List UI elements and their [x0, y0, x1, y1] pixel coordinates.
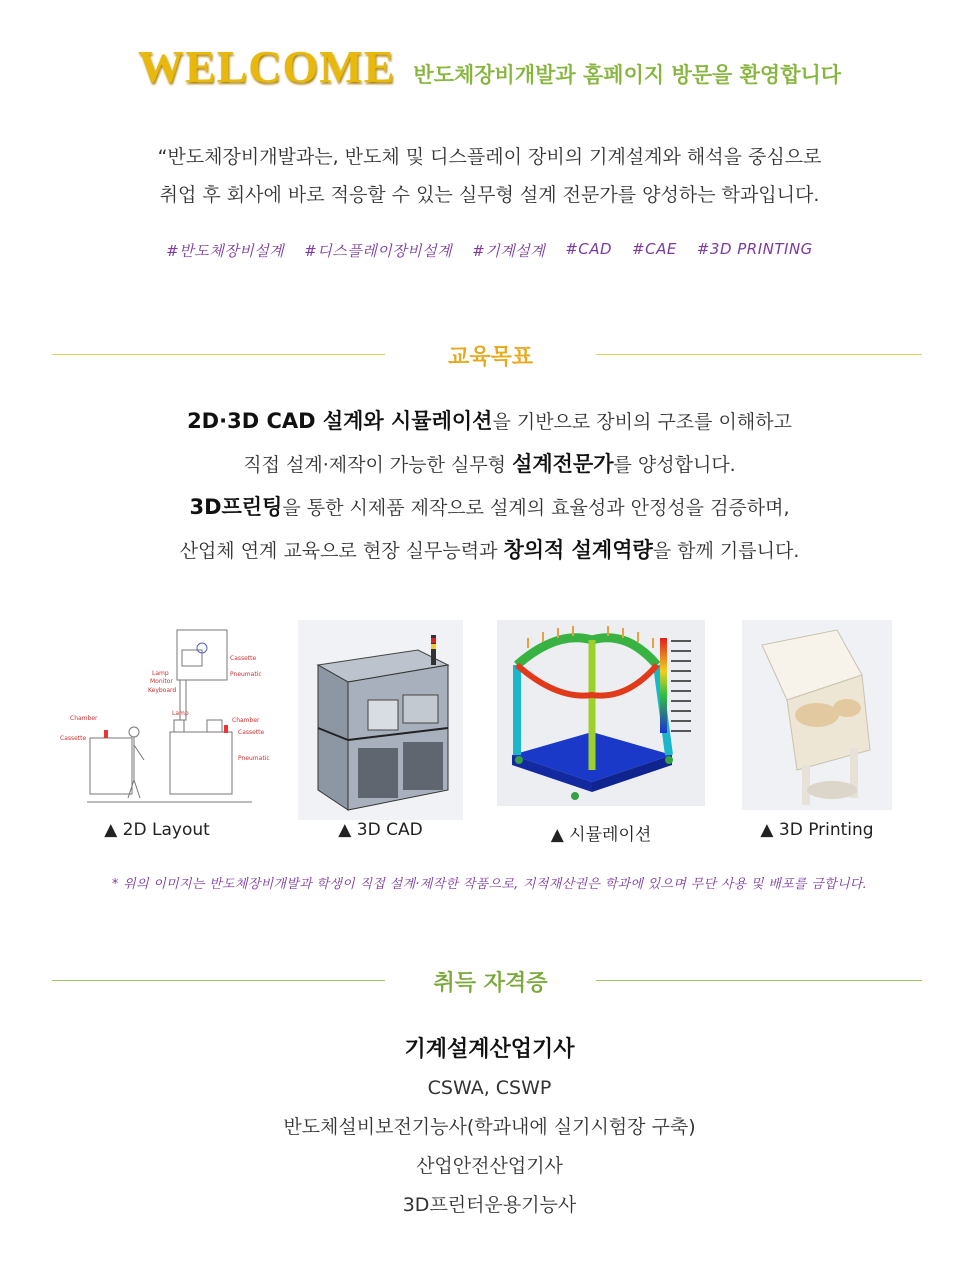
- intro-line-2: 취업 후 회사에 바로 적응할 수 있는 실무형 설계 전문가를 양성하는 학과입니다.: [159, 184, 820, 206]
- project-gallery: [52, 620, 922, 850]
- cad-model-image: [298, 620, 463, 820]
- welcome-subtitle: 반도체장비개발과 홈페이지 방문을 환영합니다: [413, 63, 842, 87]
- cert-item: 기계설계산업기사: [404, 1037, 575, 1062]
- caption-2d-layout: ▲ 2D Layout: [104, 820, 210, 840]
- caption-3d-cad: ▲ 3D CAD: [338, 820, 423, 840]
- layout-drawing-image: [52, 620, 270, 810]
- svg-text:Chamber: Chamber: [232, 717, 260, 724]
- svg-text:Cassette: Cassette: [60, 735, 87, 742]
- goal-emphasis: 3D프린팅: [189, 495, 283, 519]
- goal-line-3: [0, 486, 979, 529]
- svg-text:Chamber: Chamber: [70, 715, 98, 722]
- cert-item: 3D프린터운용기능사: [402, 1194, 577, 1216]
- svg-text:Pneumatic: Pneumatic: [238, 755, 270, 762]
- goals-title: 교육목표: [447, 345, 533, 370]
- cert-item: 반도체설비보전기능사(학과내에 실기시험장 구축): [283, 1116, 696, 1138]
- divider-line: [596, 980, 922, 981]
- intro-line-1: “반도체장비개발과는, 반도체 및 디스플레이 장비의 기계설계와 해석을 중심으로: [157, 146, 822, 168]
- goal-text-span: 를 양성합니다.: [613, 454, 736, 476]
- hashtag: #3D PRINTING: [696, 240, 813, 258]
- intro-text: [0, 138, 979, 214]
- cert-item: CSWA, CSWP: [427, 1077, 552, 1099]
- svg-text:Cassette: Cassette: [230, 655, 257, 662]
- certs-section-header: [52, 966, 922, 996]
- caption-simulation: ▲ 시뮬레이션: [550, 825, 652, 845]
- caption-3d-printing: ▲ 3D Printing: [760, 820, 874, 840]
- hashtag: #CAD: [565, 240, 613, 258]
- goal-line-2: [0, 443, 979, 486]
- svg-text:Lamp: Lamp: [152, 670, 169, 677]
- divider-line: [596, 354, 922, 355]
- goal-emphasis: 설계전문가: [512, 452, 614, 476]
- divider-line: [52, 354, 385, 355]
- goal-emphasis: 창의적 설계역량: [503, 538, 653, 562]
- svg-text:Lamp: Lamp: [172, 710, 189, 717]
- goal-emphasis: 2D·3D CAD 설계와 시뮬레이션: [187, 409, 493, 433]
- svg-text:Keyboard: Keyboard: [148, 687, 177, 694]
- svg-text:Pneumatic: Pneumatic: [230, 671, 262, 678]
- cert-item: 산업안전산업기사: [416, 1155, 563, 1177]
- hashtag: #기계설계: [472, 242, 546, 260]
- goals-text: [0, 400, 979, 572]
- divider-line: [52, 980, 385, 981]
- certs-title: 취득 자격증: [433, 971, 548, 996]
- hashtag: #CAE: [632, 240, 677, 258]
- hashtag: #반도체장비설계: [166, 242, 285, 260]
- hashtag-list: [0, 240, 979, 261]
- cert-list: [0, 1030, 979, 1225]
- welcome-title: WELCOME: [137, 41, 396, 92]
- goal-text-span: 을 함께 기릅니다.: [652, 540, 800, 562]
- svg-text:Cassette: Cassette: [238, 729, 265, 736]
- printed-model-image: [742, 620, 892, 810]
- svg-text:Monitor: Monitor: [150, 678, 173, 685]
- goal-text-span: 을 기반으로 장비의 구조를 이해하고: [492, 411, 792, 433]
- welcome-header: [0, 40, 979, 93]
- goals-section-header: [52, 340, 922, 370]
- goal-text-span: 산업체 연계 교육으로 현장 실무능력과: [179, 540, 504, 562]
- goal-text-span: 직접 설계·제작이 가능한 실무형: [243, 454, 513, 476]
- goal-line-4: [0, 529, 979, 572]
- goal-text-span: 을 통한 시제품 제작으로 설계의 효율성과 안정성을 검증하며,: [282, 497, 790, 519]
- copyright-notice: * 위의 이미지는 반도체장비개발과 학생이 직접 설계·제작한 작품으로, 지적재산권은 학과에 있으며 무단 사용 및 배포를 금합니다.: [111, 877, 868, 892]
- simulation-image: [497, 620, 705, 806]
- hashtag: #디스플레이장비설계: [304, 242, 453, 260]
- goal-line-1: [0, 400, 979, 443]
